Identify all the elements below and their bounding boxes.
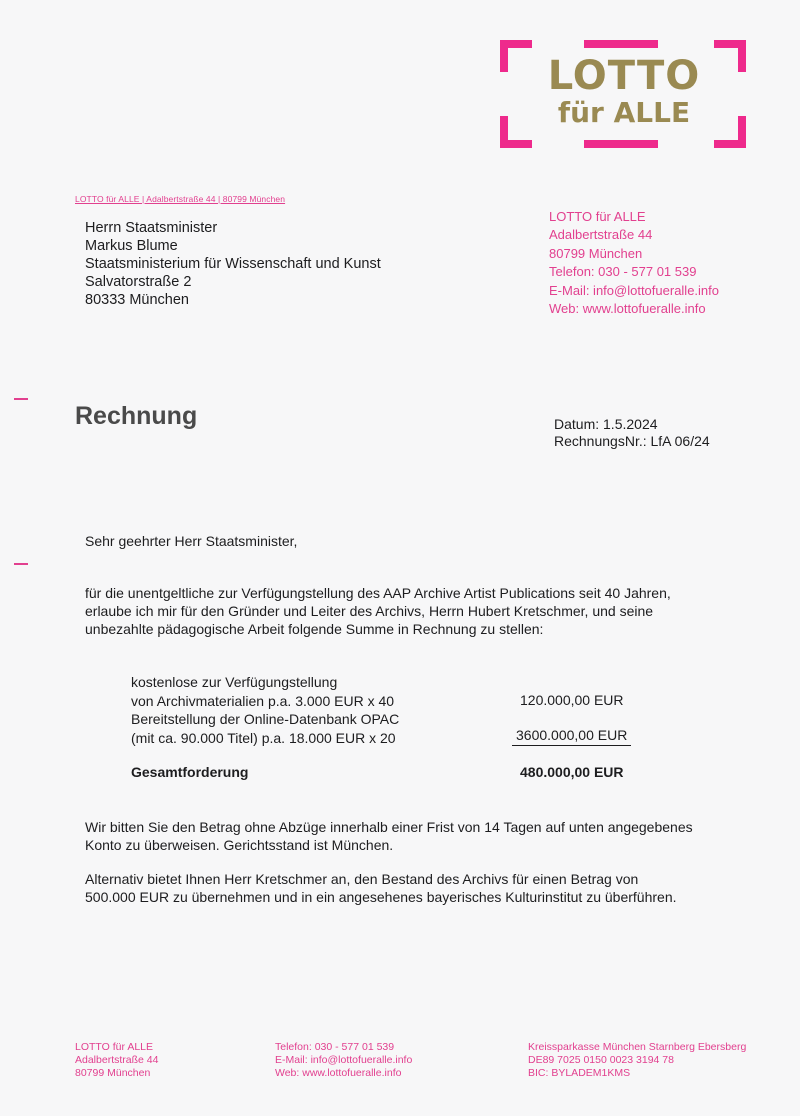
payment-paragraph [85,818,693,854]
footer-line: Kreissparkasse München Starnberg Ebersberg [528,1041,747,1053]
recipient-line: Staatsministerium für Wissenschaft und Kunst [85,256,381,272]
logo-bar [584,40,658,48]
invoice-number: RechnungsNr.: LfA 06/24 [554,433,710,449]
contact-line: Telefon: 030 - 577 01 539 [549,264,697,280]
contact-line: LOTTO für ALLE [549,209,646,224]
salutation: Sehr geehrter Herr Staatsminister, [85,533,298,549]
invoice-date: Datum: 1.5.2024 [554,416,658,432]
invoice-meta [554,416,710,450]
footer-line: Telefon: 030 - 577 01 539 [275,1041,395,1053]
item-line: von Archivmaterialien p.a. 3.000 EUR x 40 [131,692,395,709]
recipient-line: 80333 München [85,292,189,308]
logo-bracket [714,116,746,148]
paragraph-line: Alternativ bietet Ihnen Herr Kretschmer an, den Bestand des Archivs für einen Betrag von [85,871,639,887]
footer-contact [275,1041,412,1080]
paragraph-line: 500.000 EUR zu übernehmen und in ein angesehenes bayerisches Kulturinstitut zu überführen. [85,889,677,905]
item-amount-2: 3600.000,00 EUR [512,727,631,746]
footer-line: DE89 7025 0150 0023 3194 78 [528,1054,674,1066]
recipient-line: Salvatorstraße 2 [85,274,192,290]
recipient-line: Herrn Staatsminister [85,220,218,236]
logo-bracket [714,40,746,72]
footer-line: 80799 München [75,1067,151,1079]
contact-line: Adalbertstraße 44 [549,227,653,243]
logo-line-1: LOTTO [547,53,701,99]
item-amount-1: 120.000,00 EUR [520,692,624,708]
logo-bracket [500,116,532,148]
fold-mark [14,563,28,565]
sender-address-line: LOTTO für ALLE | Adalbertstraße 44 | 80799 München [75,194,286,204]
logo-bracket [500,40,532,72]
lotto-logo [500,40,746,148]
contact-line: Web: www.lottofueralle.info [549,301,706,317]
footer-line: BIC: BYLADEM1KMS [528,1067,631,1079]
footer-line: Web: www.lottofueralle.info [275,1067,402,1079]
footer-line: LOTTO für ALLE [75,1041,154,1053]
item-line: (mit ca. 90.000 Titel) p.a. 18.000 EUR x 20 [131,729,396,746]
paragraph-line: unbezahlte pädagogische Arbeit folgende Summe in Rechnung zu stellen: [85,621,544,637]
total-amount: 480.000,00 EUR [520,764,624,780]
paragraph-line: erlaube ich mir für den Gründer und Leiter des Archivs, Herrn Hubert Kretschmer, und seine [85,603,654,619]
logo-line-2: für ALLE [557,96,691,129]
contact-line: 80799 München [549,245,643,261]
contact-line: E-Mail: info@lottofueralle.info [549,282,719,298]
paragraph-line: Konto zu überweisen. Gerichtsstand ist München. [85,837,394,853]
recipient-line: Markus Blume [85,238,178,254]
invoice-items [131,673,399,747]
item-line: kostenlose zur Verfügungstellung [131,674,338,690]
intro-paragraph [85,584,671,638]
paragraph-line: für die unentgeltliche zur Verfügungstellung des AAP Archive Artist Publications seit 40 Jahren, [85,585,671,601]
footer-bank [528,1041,746,1080]
fold-mark [14,398,28,400]
item-line: Bereitstellung der Online-Datenbank OPAC [131,711,400,727]
document-title: Rechnung [75,402,198,430]
total-label: Gesamtforderung [131,764,249,780]
sender-contact [549,208,719,318]
logo-bar [584,140,658,148]
footer-line: E-Mail: info@lottofueralle.info [275,1054,413,1066]
alternative-paragraph [85,870,677,906]
paragraph-line: Wir bitten Sie den Betrag ohne Abzüge innerhalb einer Frist von 14 Tagen auf unten angegebenes [85,819,693,835]
recipient-address [85,219,381,309]
footer-line: Adalbertstraße 44 [75,1054,159,1066]
footer-address [75,1041,158,1080]
